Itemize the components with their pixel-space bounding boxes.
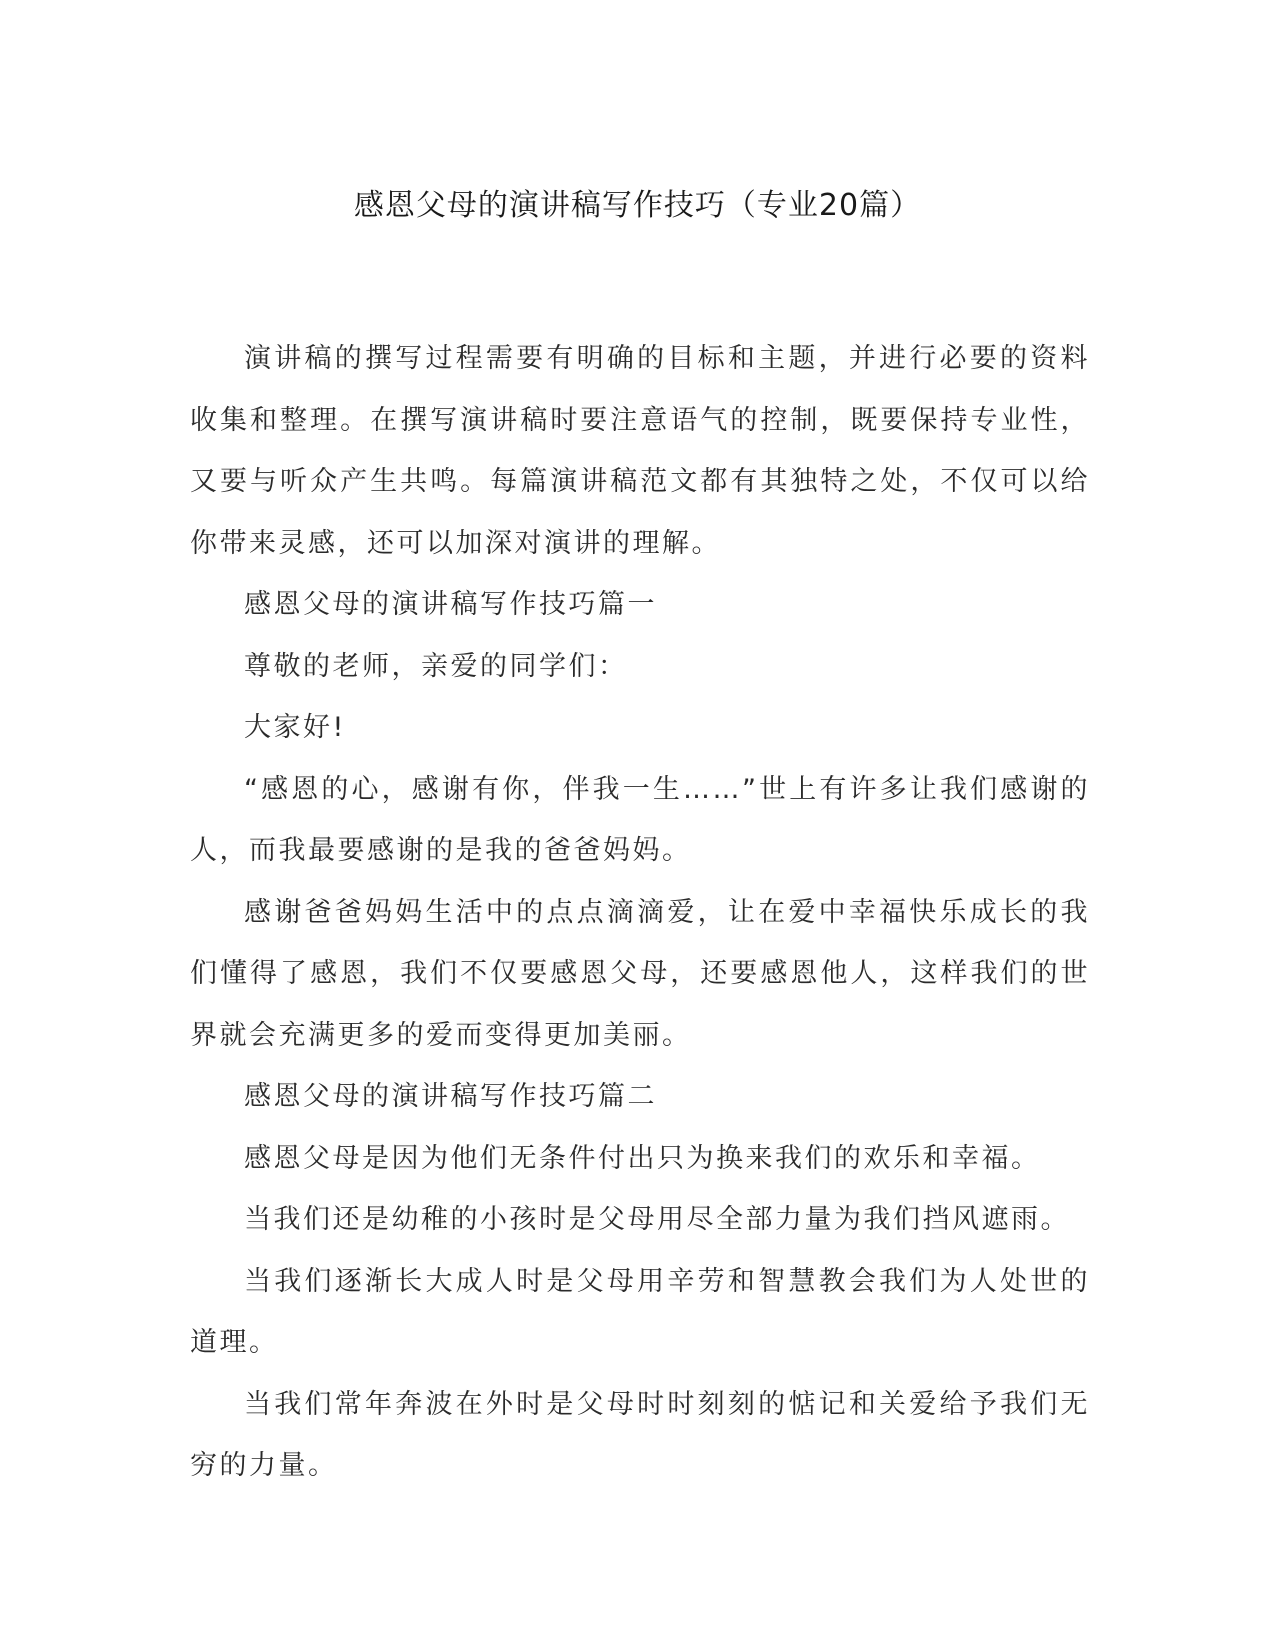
body-paragraph: 当我们还是幼稚的小孩时是父母用尽全部力量为我们挡风遮雨。 [244, 1204, 1070, 1235]
section-heading-2: 感恩父母的演讲稿写作技巧篇二 [244, 1081, 657, 1112]
body-paragraph: 感恩父母是因为他们无条件付出只为换来我们的欢乐和幸福。 [244, 1142, 1041, 1174]
document-body [190, 328, 1090, 1497]
body-paragraph: 当我们逐渐长大成人时是父母用辛劳和智慧教会我们为人处世的道理。 [190, 1265, 1090, 1358]
body-paragraph: “感恩的心，感谢有你，伴我一生……”世上有许多让我们感谢的人，而我最要感谢的是我的爸爸妈妈。 [190, 773, 1090, 866]
intro-paragraph: 演讲稿的撰写过程需要有明确的目标和主题，并进行必要的资料收集和整理。在撰写演讲稿时要注意语气的控制，既要保持专业性，又要与听众产生共鸣。每篇演讲稿范文都有其独特之处，不仅可以给你带来灵感，还可以加深对演讲的理解。 [190, 343, 1090, 559]
salutation: 尊敬的老师，亲爱的同学们： [244, 650, 628, 682]
body-paragraph: 感谢爸爸妈妈生活中的点点滴滴爱，让在爱中幸福快乐成长的我们懂得了感恩，我们不仅要感恩父母，还要感恩他人，这样我们的世界就会充满更多的爱而变得更加美丽。 [190, 896, 1090, 1051]
body-paragraph: 当我们常年奔波在外时是父母时时刻刻的惦记和关爱给予我们无穷的力量。 [190, 1388, 1090, 1481]
section-heading-1: 感恩父母的演讲稿写作技巧篇一 [244, 589, 657, 620]
greeting: 大家好! [244, 712, 346, 743]
document-title: 感恩父母的演讲稿写作技巧（专业20篇） [353, 188, 922, 223]
